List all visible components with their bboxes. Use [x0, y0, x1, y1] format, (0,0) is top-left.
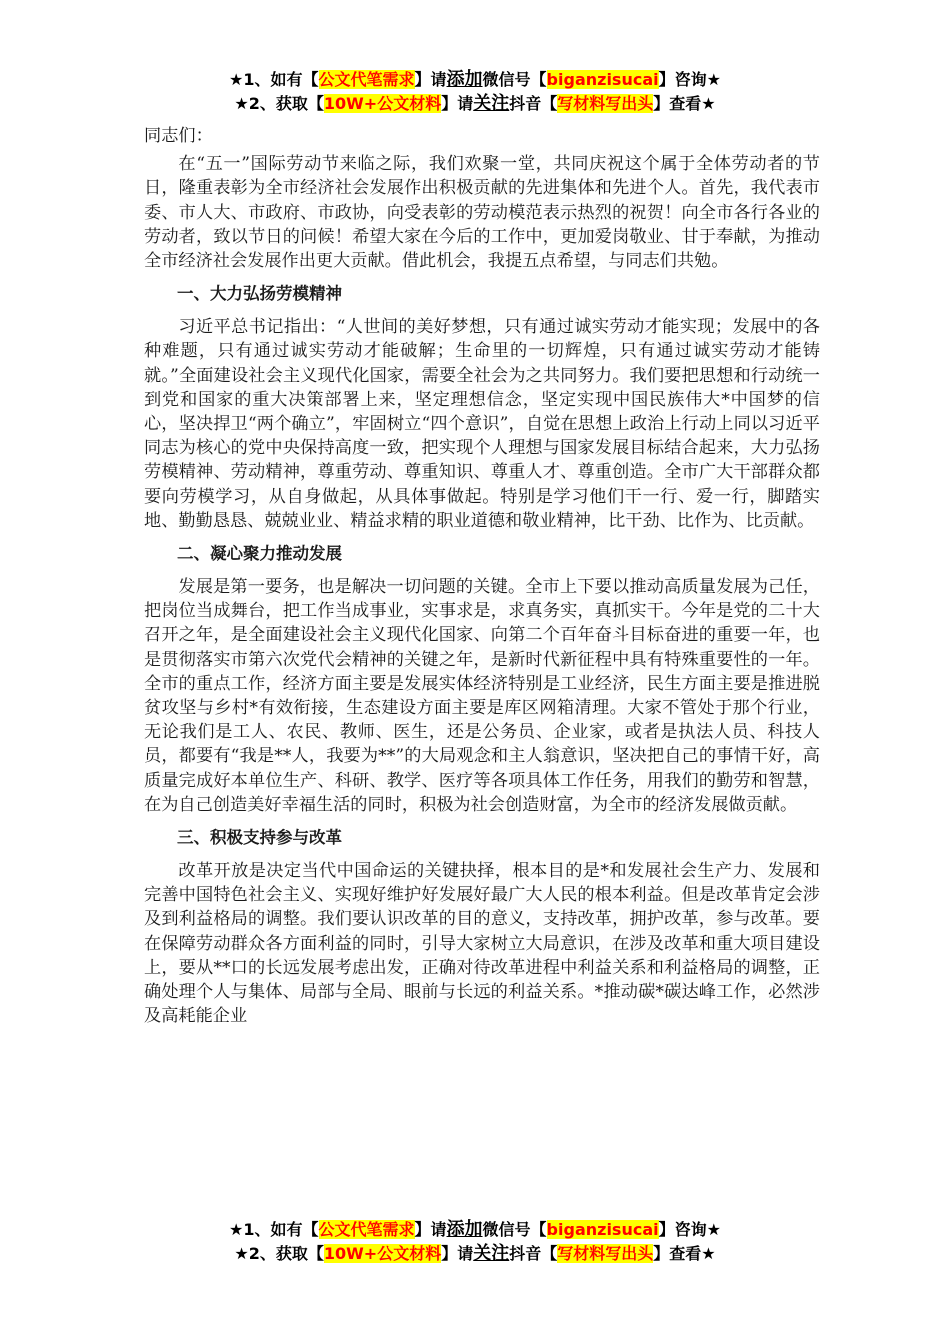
promo-text: ★2、获取【	[234, 94, 324, 113]
promo-highlight: 写材料写出头	[557, 94, 654, 113]
promo-emphasis: 添加	[446, 69, 483, 90]
promo-highlight: biganzisucai	[546, 70, 659, 89]
promo-text: 抖音【	[509, 1244, 558, 1263]
promo-text: 】请	[414, 70, 447, 89]
promo-emphasis: 关注	[473, 1243, 510, 1264]
promo-text: 】请	[441, 94, 474, 113]
promo-text: ★1、如有【	[229, 1220, 319, 1239]
salutation: 同志们：	[144, 126, 213, 146]
section-heading: 一、大力弘扬劳模精神	[177, 284, 342, 304]
promo-text: 】咨询★	[658, 70, 721, 89]
promo-banner-top	[0, 68, 950, 116]
document-body	[144, 124, 820, 1029]
promo-text: 微信号【	[482, 70, 547, 89]
promo-text: 】咨询★	[658, 1220, 721, 1239]
promo-text: ★2、获取【	[234, 1244, 324, 1263]
promo-line-1	[0, 1218, 950, 1242]
section-paragraph: 发展是第一要务，也是解决一切问题的关键。全市上下要以推动高质量发展为己任，把岗位当成舞台，把工作当成事业，实事求是，求真务实，真抓实干。今年是党的二十大召开之年，是全面建设社会主义现代化国家、向第二个百年奋斗目标奋进的重要一年，也是贯彻落实市第六次党代会精神的关键之年，是新时代新征程中具有特殊重要性的一年。全市的重点工作，经济方面主要是发展实体经济特别是工业经济，民生方面主要是推进脱贫攻坚与乡村*有效衔接，生态建设方面主要是库区网箱清理。大家不管处于那个行业，无论我们是工人、农民、教师、医生，还是公务员、企业家，或者是执法人员、科技人员，都要有“我是**人，我要为**”的大局观念和主人翁意识，坚决把自己的事情干好，高质量完成好本单位生产、科研、教学、医疗等各项具体工作任务，用我们的勤劳和智慧，在为自己创造美好幸福生活的同时，积极为社会创造财富，为全市的经济发展做贡献。	[144, 577, 820, 815]
promo-line-1	[0, 68, 950, 92]
promo-highlight: biganzisucai	[546, 1220, 659, 1239]
promo-highlight: 公文代笔需求	[318, 1220, 415, 1239]
promo-emphasis: 添加	[446, 1219, 483, 1240]
promo-line-2	[0, 92, 950, 116]
promo-text: 抖音【	[509, 94, 558, 113]
promo-banner-bottom	[0, 1218, 950, 1266]
promo-text: 】查看★	[653, 94, 716, 113]
promo-highlight: 10W+公文材料	[323, 1244, 442, 1263]
intro-paragraph: 在“五一”国际劳动节来临之际，我们欢聚一堂，共同庆祝这个属于全体劳动者的节日，隆重表彰为全市经济社会发展作出积极贡献的先进集体和先进个人。首先，我代表市委、市人大、市政府、市政协，向受表彰的劳动模范表示热烈的祝贺！向全市各行各业的劳动者，致以节日的问候！希望大家在今后的工作中，更加爱岗敬业、甘于奉献，为推动全市经济社会发展作出更大贡献。借此机会，我提五点希望，与同志们共勉。	[144, 154, 820, 272]
promo-highlight: 公文代笔需求	[318, 70, 415, 89]
promo-text: 微信号【	[482, 1220, 547, 1239]
section-paragraph: 改革开放是决定当代中国命运的关键抉择，根本目的是*和发展社会生产力、发展和完善中国特色社会主义、实现好维护好发展好最广大人民的根本利益。但是改革肯定会涉及到利益格局的调整。我们要认识改革的目的意义，支持改革，拥护改革，参与改革。要在保障劳动群众各方面利益的同时，引导大家树立大局意识，在涉及改革和重大项目建设上，要从**口的长远发展考虑出发，正确对待改革进程中利益关系和利益格局的调整，正确处理个人与集体、局部与全局、眼前与长远的利益关系。*推动碳*碳达峰工作，必然涉及高耗能企业	[144, 861, 820, 1027]
promo-highlight: 10W+公文材料	[323, 94, 442, 113]
section-paragraph: 习近平总书记指出：“人世间的美好梦想，只有通过诚实劳动才能实现；发展中的各种难题，只有通过诚实劳动才能破解；生命里的一切辉煌，只有通过诚实劳动才能铸就。”全面建设社会主义现代化国家，需要全社会为之共同努力。我们要把思想和行动统一到党和国家的重大决策部署上来，坚定理想信念，坚定实现中国民族伟大*中国梦的信心，坚决捍卫“两个确立”，牢固树立“四个意识”，自觉在思想上政治上行动上同以习近平同志为核心的党中央保持高度一致，把实现个人理想与国家发展目标结合起来，大力弘扬劳模精神、劳动精神，尊重劳动、尊重知识、尊重人才、尊重创造。全市广大干部群众都要向劳模学习，从自身做起，从具体事做起。特别是学习他们干一行、爱一行，脚踏实地、勤勤恳恳、兢兢业业、精益求精的职业道德和敬业精神，比干劲、比作为、比贡献。	[144, 317, 820, 531]
promo-text: ★1、如有【	[229, 70, 319, 89]
promo-text: 】请	[441, 1244, 474, 1263]
section-heading: 三、积极支持参与改革	[177, 828, 342, 848]
promo-highlight: 写材料写出头	[557, 1244, 654, 1263]
promo-text: 】查看★	[653, 1244, 716, 1263]
promo-emphasis: 关注	[473, 93, 510, 114]
promo-line-2	[0, 1242, 950, 1266]
section-heading: 二、凝心聚力推动发展	[177, 544, 342, 564]
promo-text: 】请	[414, 1220, 447, 1239]
